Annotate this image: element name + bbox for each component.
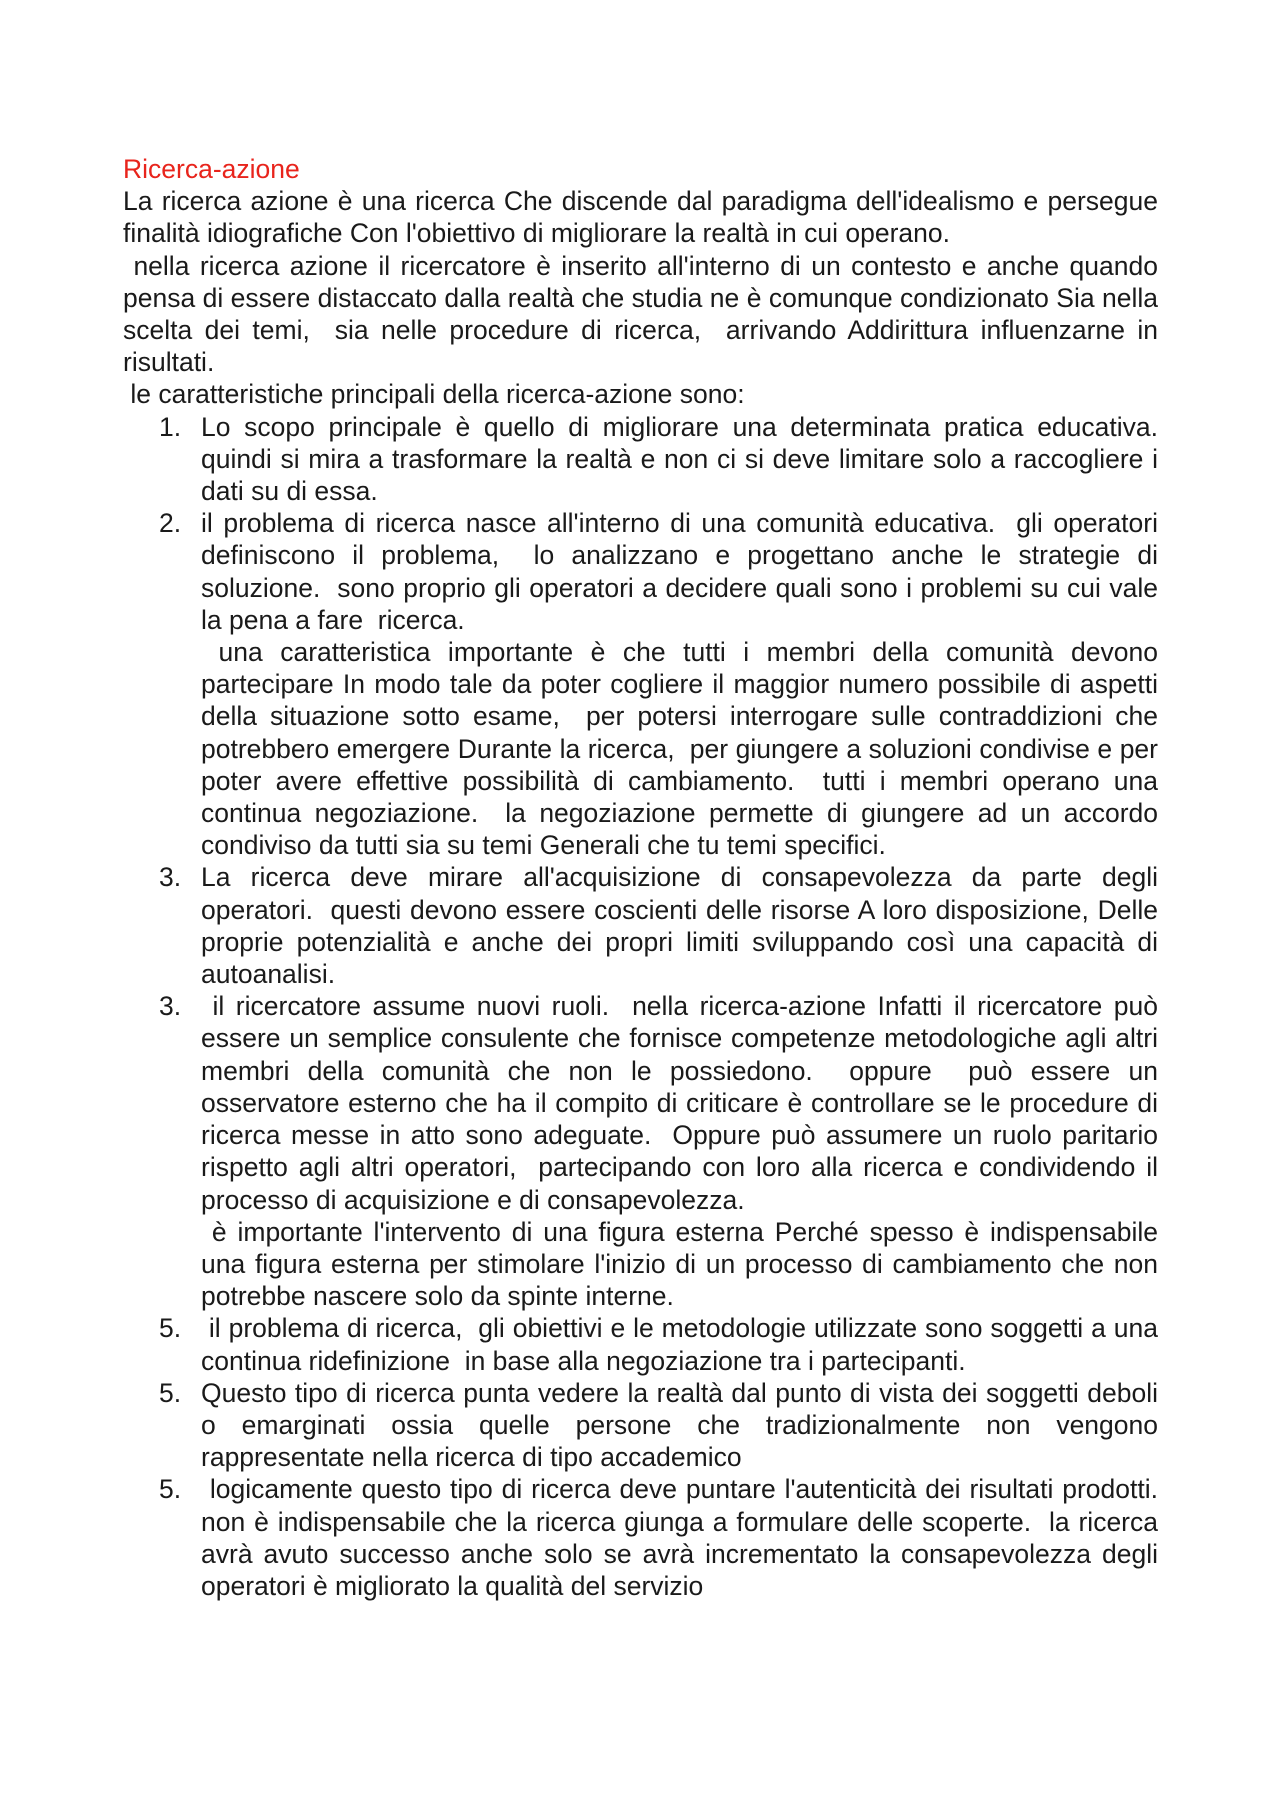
list-item-number: 3.: [159, 991, 182, 1022]
document-title: Ricerca-azione: [123, 154, 300, 184]
list-item-text: il ricercatore assume nuovi ruoli. nella ricerca-azione Infatti il ricercatore può essere un semplice consulente che fornisce competenze metodologiche agli altri membri della comunità che non le possiedono. oppure può essere un osservatore esterno che ha il compito di criticare è controllare se le procedure di ricerca messe in atto sono adeguate. Oppure può assumere un ruolo paritario rispetto agli altri operatori, partecipando con loro alla ricerca e condividendo il processo di acquisizione e di consapevolezza.: [201, 991, 1166, 1215]
list-item-text: logicamente questo tipo di ricerca deve puntare l'autenticità dei risultati prodotti. non è indispensabile che la ricerca giunga a formulare delle scoperte. la ricerca avrà avuto successo anche solo se avrà incrementato la consapevolezza degli operatori è migliorato la qualità del servizio: [201, 1474, 1173, 1601]
list-item-text: La ricerca deve mirare all'acquisizione di consapevolezza da parte degli operatori. questi devono essere coscienti delle risorse A loro disposizione, Delle proprie potenzialità e anche dei propri limiti sviluppando così una capacità di autoanalisi.: [201, 862, 1166, 990]
list-item: [123, 861, 1166, 990]
list-item-number: 1.: [159, 411, 182, 442]
list-item-number: 5.: [159, 1313, 182, 1344]
list-item-number: 5.: [159, 1474, 182, 1505]
list-item-text: è importante l'intervento di una figura esterna Perché spesso è indispensabile una figura esterna per stimolare l'inizio di un processo di cambiamento che non potrebbe nascere solo da spinte interne.: [201, 1216, 1166, 1312]
list-item-number: 5.: [159, 1377, 182, 1408]
list-item: [123, 1473, 1173, 1602]
list-item: [123, 1312, 1166, 1376]
list-item: [123, 411, 1173, 508]
list-item-text: il problema di ricerca, gli obiettivi e le metodologie utilizzate sono soggetti a una continua ridefinizione in base alla negoziazione tra i partecipanti.: [201, 1313, 1166, 1376]
list-item-text: una caratteristica importante è che tutti i membri della comunità devono partecipare In modo tale da poter cogliere il maggior numero possibile di aspetti della situazione sotto esame, per potersi interrogare sulle contraddizioni che potrebbero emergere Durante la ricerca, per giungere a soluzioni condivise e per poter avere effettive possibilità di cambiamento. tutti i membri operano una continua negoziazione. la negoziazione permette di giungere ad un accordo condiviso da tutti sia su temi Generali che tu temi specifici.: [201, 637, 1166, 861]
list-item-number: 3.: [159, 862, 182, 893]
list-item-text: Questo tipo di ricerca punta vedere la realtà dal punto di vista dei soggetti deboli o emarginati ossia quelle persone che tradizionalmente non vengono rappresentate nella ricerca di tipo accademico: [201, 1377, 1166, 1473]
list-item: [123, 990, 1166, 1312]
list-item-text: Lo scopo principale è quello di migliorare una determinata pratica educativa. quindi si mira a trasformare la realtà e non ci si deve limitare solo a raccogliere i dati su di essa.: [201, 411, 1173, 507]
document-page: [123, 153, 1173, 1602]
list-item-text: il problema di ricerca nasce all'interno di una comunità educativa. gli operatori definiscono il problema, lo analizzano e progettano anche le strategie di soluzione. sono proprio gli operatori a decidere quali sono i problemi su cui vale la pena a fare ricerca.: [201, 508, 1166, 635]
intro-paragraph-1: La ricerca azione è una ricerca Che discende dal paradigma dell'idealismo e persegue finalità idiografiche Con l'obiettivo di migliorare la realtà in cui operano.: [123, 186, 1166, 249]
list-item: [123, 1377, 1166, 1474]
characteristics-list: [123, 411, 1173, 1603]
intro-paragraph-3: le caratteristiche principali della ricerca-azione sono:: [123, 379, 745, 410]
list-item: [123, 507, 1166, 861]
intro-paragraph-2: nella ricerca azione il ricercatore è inserito all'interno di un contesto e anche quando pensa di essere distaccato dalla realtà che studia ne è comunque condizionato Sia nella scelta dei temi, sia nelle procedure di ricerca, arrivando Addirittura influenzarne in risultati.: [123, 250, 1166, 378]
list-item-number: 2.: [159, 508, 182, 539]
